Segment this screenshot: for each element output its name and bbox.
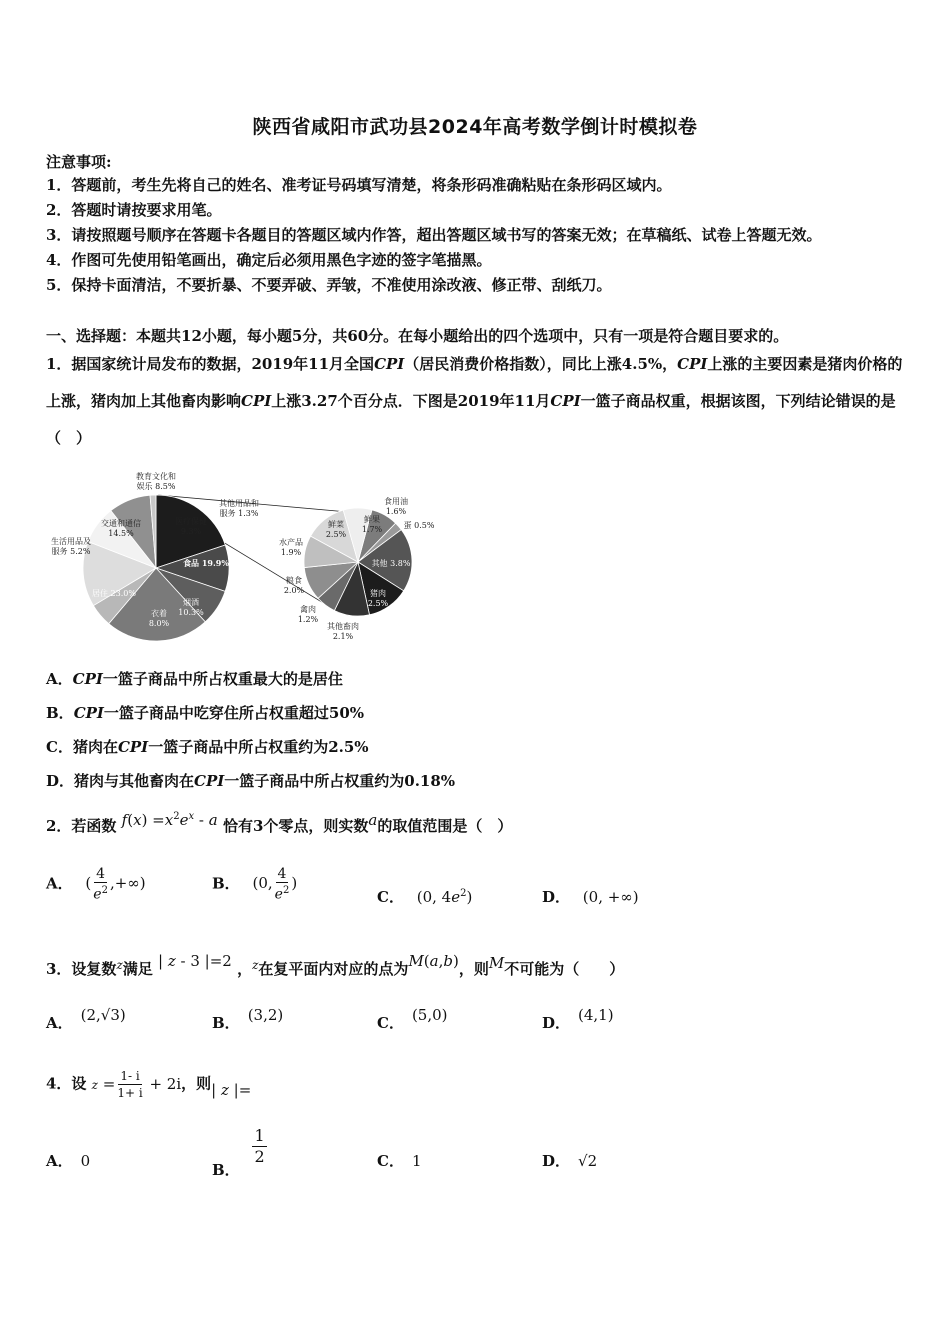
option-formula: (0, $\frac{4}{e^2}$ ) xyxy=(252,866,298,903)
option-letter: C． xyxy=(377,1014,404,1032)
main-pie-slice-label: 其他用品和服务 1.3% xyxy=(219,499,259,518)
q3-condition-formula: | z - 3 |=2 xyxy=(158,952,232,970)
q1-cpi-term: CPI xyxy=(550,392,581,410)
option-value: 1 xyxy=(411,1152,422,1170)
option-letter: B． xyxy=(212,1160,240,1179)
option-letter: B． xyxy=(212,1014,240,1032)
q1-cpi-term: CPI xyxy=(72,670,103,688)
q4-option-b[interactable] xyxy=(212,1126,267,1179)
note-item: 5．保持卡面清洁，不要折暴、不要弄破、弄皱，不准使用涂改液、修正带、刮纸刀。 xyxy=(46,276,612,294)
option-formula: $\frac{1}{2}$ xyxy=(254,1126,265,1166)
sub-pie-slice-label: 其他畜肉 2.1% xyxy=(327,622,359,641)
sub-pie-slice-label: 其他 3.8% xyxy=(371,559,411,568)
option-formula: (0, +∞) xyxy=(582,888,639,906)
q3-text: ， xyxy=(237,960,253,978)
q1-option-d[interactable] xyxy=(46,770,455,791)
q3-option-a[interactable] xyxy=(46,1006,126,1033)
q1-text: 上涨3.27个百分点．下图是2019年11月 xyxy=(271,392,551,410)
main-pie-slice-label: 烟酒 10.3% xyxy=(178,598,204,617)
option-letter: A． xyxy=(46,1152,73,1170)
sub-pie-slice-label: 鲜果 1.7% xyxy=(361,515,383,534)
option-value: (4,1) xyxy=(578,1006,614,1024)
q1-cpi-term: CPI xyxy=(194,772,225,790)
q3-text: 不可能为（ ） xyxy=(504,960,625,978)
q1-cpi-term: CPI xyxy=(73,704,104,722)
option-text: 猪肉与其他畜肉在 xyxy=(74,772,195,790)
q1-option-a[interactable] xyxy=(46,668,343,689)
q3-text: 满足 xyxy=(122,960,153,978)
q4-text: ，则 xyxy=(181,1074,212,1093)
note-item: 4．作图可先使用铅笔画出，确定后必须用黑色字迹的签字笔描黑。 xyxy=(46,251,492,269)
option-text: 猪肉在 xyxy=(72,738,118,756)
main-pie-slice-label: 食品 19.9% xyxy=(183,558,229,568)
q2-text: 的取值范围是（ ） xyxy=(377,817,513,835)
option-formula: (0, $4e^2$) xyxy=(416,888,473,906)
main-pie-slice-label: 医疗保健 9.3% xyxy=(175,517,207,536)
sub-pie-slice-label: 水产品 1.9% xyxy=(279,538,303,557)
main-pie-slice-label: 交通和通信 14.5% xyxy=(101,519,141,538)
question-4-stem xyxy=(46,1068,251,1101)
q1-text: 一篮子商品权重，根据该图，下列结论错误的是（ ） xyxy=(46,392,896,447)
q2-option-b[interactable] xyxy=(212,866,297,903)
option-text: 一篮子商品中吃穿住所占权重超过50% xyxy=(103,704,365,722)
main-pie-slice-label: 生活用品及服务 5.2% xyxy=(51,537,91,556)
q1-text: 1．据国家统计局发布的数据，2019年11月全国 xyxy=(46,355,375,373)
q3-option-d[interactable] xyxy=(542,1006,614,1033)
option-text: 一篮子商品中所占权重最大的是居住 xyxy=(102,670,343,688)
option-letter: D． xyxy=(542,888,571,906)
q2-text: 恰有3个零点，则实数 xyxy=(222,817,369,835)
q3-var-z: z xyxy=(252,958,259,972)
q2-option-d[interactable] xyxy=(542,886,639,907)
question-3-stem xyxy=(46,952,625,979)
note-item: 1．答题前，考生先将自己的姓名、准考证号码填写清楚，将条形码准确粘贴在条形码区域内。 xyxy=(46,176,672,194)
sub-pie-slice-label: 猪肉 2.5% xyxy=(367,589,389,608)
q4-modulus-formula: | z |= xyxy=(211,1080,252,1099)
q2-function-formula: $f(x) =x^2e^x - a$ xyxy=(121,811,218,829)
section-heading: 一、选择题：本题共12小题，每小题5分，共60分。在每小题给出的四个选项中，只有一项是符合题目要求的。 xyxy=(46,327,789,345)
question-2-stem xyxy=(46,811,513,836)
sub-pie-slice-label: 蛋 0.5% xyxy=(403,521,435,530)
q3-text: 3．设复数 xyxy=(46,960,117,978)
q4-option-d[interactable] xyxy=(542,1150,597,1171)
option-letter: C． xyxy=(377,888,404,906)
cpi-pie-chart xyxy=(46,462,466,647)
q3-text: ，则 xyxy=(458,960,489,978)
option-letter: D． xyxy=(542,1014,571,1032)
q1-option-c[interactable] xyxy=(46,736,369,757)
q3-option-c[interactable] xyxy=(377,1006,448,1033)
option-letter: D． xyxy=(46,772,75,790)
option-formula: ( $\frac{4}{e^2}$ ,+∞) xyxy=(85,866,146,903)
note-item: 3．请按照题号顺序在答题卡各题目的答题区域内作答，超出答题区域书写的答案无效；在草稿纸、试卷上答题无效。 xyxy=(46,226,822,244)
option-value: (3,2) xyxy=(247,1006,284,1024)
q4-option-a[interactable] xyxy=(46,1150,90,1171)
option-value: √2 xyxy=(578,1152,598,1170)
q2-var-a: a xyxy=(368,811,378,829)
q4-option-c[interactable] xyxy=(377,1150,422,1171)
option-value: 0 xyxy=(80,1152,91,1170)
question-1-stem xyxy=(46,346,912,457)
q3-var-m: M xyxy=(488,954,505,972)
sub-pie-slice-label: 粮食 2.0% xyxy=(283,576,305,595)
option-text: 一篮子商品中所占权重约为0.18% xyxy=(224,772,456,790)
q4-text: 4．设 xyxy=(46,1074,87,1093)
q1-cpi-term: CPI xyxy=(117,738,149,756)
option-letter: B． xyxy=(212,874,240,893)
option-text: 一篮子商品中所占权重约为2.5% xyxy=(148,738,369,756)
notes-section xyxy=(46,151,916,298)
option-value: (5,0) xyxy=(411,1006,448,1024)
option-letter: A． xyxy=(46,1014,73,1032)
option-letter: C． xyxy=(46,738,73,756)
q3-point-formula: M(a,b) xyxy=(408,952,459,970)
option-value: (2,√3) xyxy=(80,1006,126,1024)
q3-text: 在复平面内对应的点为 xyxy=(258,960,409,978)
sub-pie-slice-label: 禽肉 1.2% xyxy=(297,605,319,624)
q3-option-b[interactable] xyxy=(212,1006,284,1033)
q2-text: 2．若函数 xyxy=(46,817,117,835)
sub-pie-slice-label: 鲜菜 2.5% xyxy=(325,520,347,539)
note-item: 2．答题时请按要求用笔。 xyxy=(46,201,222,219)
main-pie-slice-label: 衣着 8.0% xyxy=(148,609,170,628)
page-title: 陕西省咸阳市武功县2024年高考数学倒计时模拟卷 xyxy=(252,116,698,138)
sub-pie-slice-label: 食用油 1.6% xyxy=(384,497,408,516)
q1-text: （居民消费价格指数），同比上涨4.5%， xyxy=(404,355,678,373)
option-letter: C． xyxy=(377,1152,404,1170)
q2-option-c[interactable] xyxy=(377,886,472,907)
q1-text: 上涨的主要因素是猪肉价格的上涨，猪肉加上其他畜肉影响 xyxy=(46,355,903,410)
option-letter: A． xyxy=(46,670,73,688)
option-letter: D． xyxy=(542,1152,571,1170)
q2-option-a[interactable] xyxy=(46,866,146,903)
q1-cpi-term: CPI xyxy=(241,392,272,410)
q1-cpi-term: CPI xyxy=(374,355,405,373)
main-pie-slice-label: 教育文化和娱乐 8.5% xyxy=(136,472,176,491)
q1-cpi-term: CPI xyxy=(677,355,708,373)
main-pie-slice-label: 居住 23.0% xyxy=(92,589,136,598)
notes-heading: 注意事项: xyxy=(46,153,112,171)
option-letter: A． xyxy=(46,874,73,893)
q4-definition-formula: z = $\frac{1- i}{1+ i}$ + 2i xyxy=(91,1069,182,1100)
q1-option-b[interactable] xyxy=(46,702,364,723)
q3-var-z: z xyxy=(116,958,123,972)
option-letter: B． xyxy=(46,704,74,722)
